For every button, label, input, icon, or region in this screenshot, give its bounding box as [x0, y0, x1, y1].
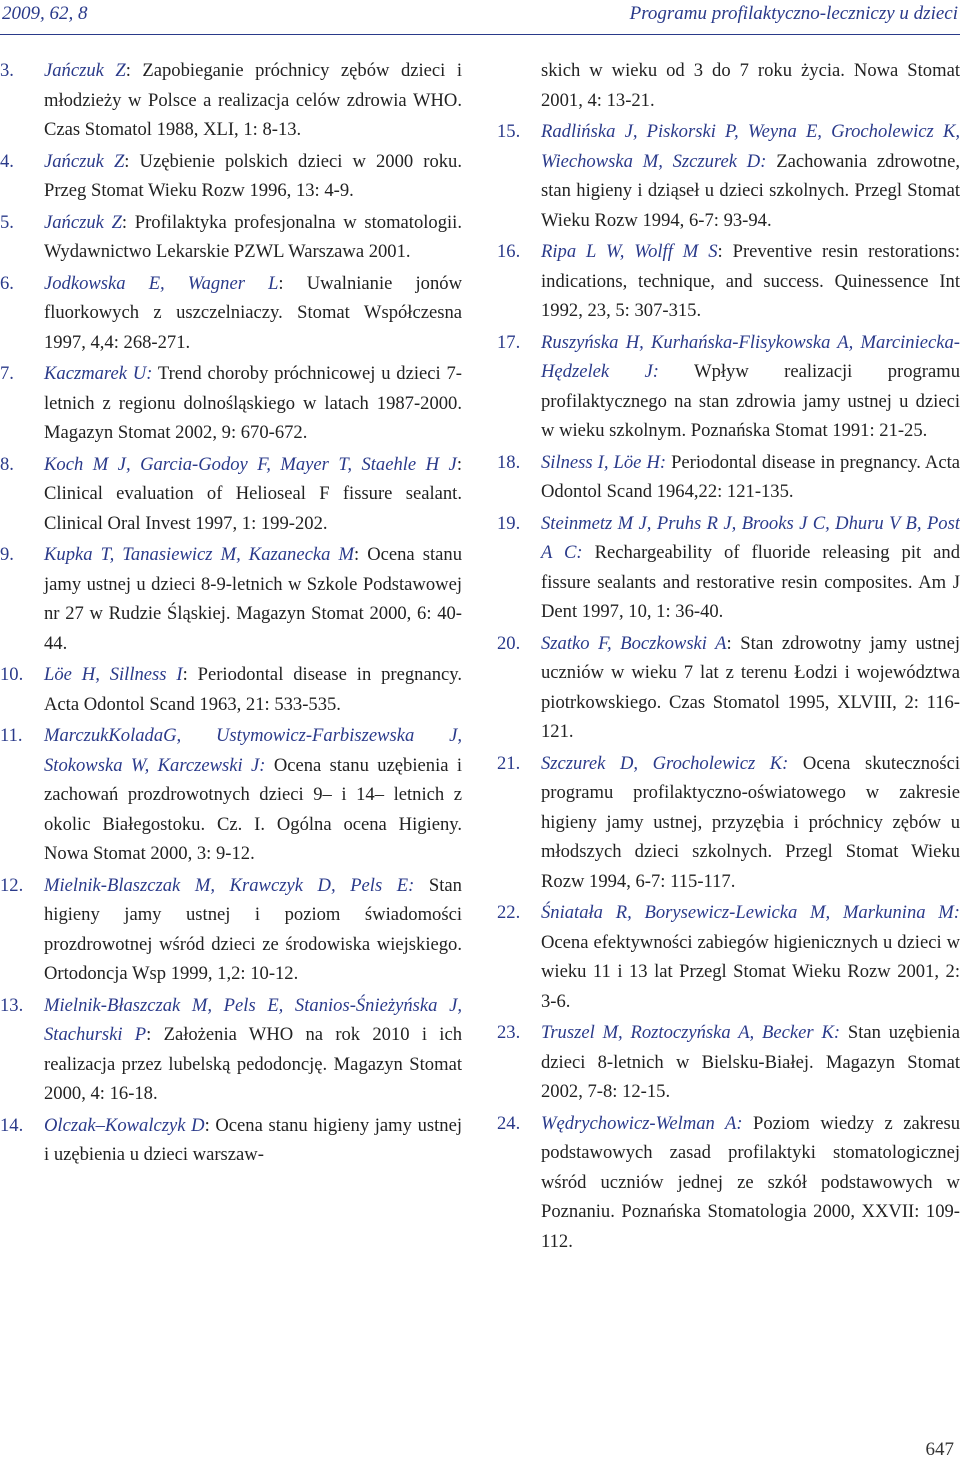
reference-continuation	[497, 56, 960, 115]
reference-authors: Ripa L W, Wolff M S	[541, 241, 718, 262]
reference-number: 13.	[0, 994, 24, 1016]
reference-number: 23.	[497, 1022, 521, 1043]
reference-item	[0, 660, 462, 719]
reference-authors: Truszel M, Roztoczyńska A, Becker K:	[541, 1022, 841, 1043]
reference-authors: Szatko F, Boczkowski A	[541, 632, 727, 654]
reference-authors: Olczak–Kowalczyk D	[44, 1114, 205, 1136]
reference-authors: Kaczmarek U:	[44, 363, 153, 384]
reference-authors: Jańczuk Z	[44, 60, 126, 81]
reference-authors: Jańczuk Z	[44, 150, 125, 172]
reference-item	[497, 237, 960, 326]
reference-item	[497, 1109, 960, 1257]
reference-number: 22.	[497, 902, 521, 923]
reference-text: Ocena stanu uzębienia i zachowań prozdrowotnych dzieci 9– i 14– letnich z okolic Białegostoku. Cz. I. Ogólna ocena Higieny. Nowa Stomat 2000, 3: 9-12.	[44, 754, 462, 864]
reference-number: 6.	[0, 272, 14, 294]
reference-authors: Mielnik-Blaszczak M, Krawczyk D, Pels E:	[44, 874, 415, 896]
reference-text: : Profilaktyka profesjonalna w stomatologii. Wydawnictwo Lekarskie PZWL Warszawa 2001.	[44, 211, 462, 262]
page-number: 647	[925, 1439, 954, 1460]
reference-authors: Wędrychowicz-Welman A:	[541, 1112, 743, 1134]
reference-text: : Uwalnianie jonów fluorkowych z uszczelniaczy. Stomat Współczesna 1997, 4,4: 268-271.	[44, 272, 462, 353]
reference-number: 8.	[0, 453, 14, 475]
reference-item	[497, 328, 960, 446]
reference-number: 18.	[497, 451, 521, 473]
reference-item	[497, 629, 960, 747]
reference-item	[497, 749, 960, 897]
reference-item	[497, 117, 960, 235]
reference-number: 3.	[0, 60, 14, 81]
reference-item	[0, 721, 462, 869]
reference-number: 24.	[497, 1112, 521, 1134]
reference-text: : Periodontal disease in pregnancy. Acta Odontol Scand 1963, 21: 533-535.	[44, 664, 463, 715]
references-right-column	[497, 56, 960, 1256]
reference-text: : Ocena stanu higieny jamy ustnej i uzębienia u dzieci warszaw-	[44, 1114, 462, 1165]
reference-authors: Koch M J, Garcia-Godoy F, Mayer T, Staehle H J	[44, 453, 457, 475]
reference-authors: Szczurek D, Grocholewicz K:	[541, 752, 789, 774]
reference-text: : Zapobieganie próchnicy zębów dzieci i młodzieży w Polsce a realizacja celów zdrowia WHO. Czas Stomatol 1988, XLI, 1: 8-13.	[44, 60, 463, 140]
reference-text: Ocena efektywności zabiegów higienicznych u dzieci w wieku 11 i 13 lat Przegl Stomat Wieku Rozw 2001, 2: 3-6.	[541, 931, 960, 1012]
reference-item	[497, 898, 960, 1016]
reference-number: 12.	[0, 874, 24, 896]
reference-item	[0, 147, 462, 206]
reference-item	[0, 1111, 462, 1170]
reference-text: skich w wieku od 3 do 7 roku życia. Nowa Stomat 2001, 4: 13-21.	[541, 60, 960, 111]
reference-authors: Jodkowska E, Wagner L	[44, 272, 279, 294]
reference-text: : Ocena stanu jamy ustnej u dzieci 8-9-letnich w Szkole Podstawowej nr 27 w Rudzie Śląskiej. Magazyn Stomat 2000, 6: 40-44.	[44, 544, 462, 654]
reference-text: Stan higieny jamy ustnej i poziom świadomości prozdrowotnej wśród dzieci ze środowiska wiejskiego. Ortodoncja Wsp 1999, 1,2: 10-12.	[44, 874, 462, 984]
reference-number: 19.	[497, 512, 521, 534]
reference-item	[0, 56, 462, 145]
running-header	[0, 0, 960, 35]
reference-text: Trend choroby próchnicowej u dzieci 7-letnich z regionu dolnośląskiego w latach 1987-2000. Magazyn Stomat 2002, 9: 670-672.	[44, 363, 463, 443]
reference-item	[0, 540, 462, 658]
reference-authors: Löe H, Sillness I	[44, 664, 183, 685]
reference-text: Stan uzębienia dzieci 8-letnich w Bielsku-Białej. Magazyn Stomat 2002, 7-8: 12-15.	[541, 1022, 960, 1102]
reference-authors: Silness I, Löe H:	[541, 451, 667, 473]
reference-authors: Steinmetz M J, Pruhs R J, Brooks J C, Dhuru V B, Post A C:	[541, 512, 960, 563]
reference-authors: Jańczuk Z	[44, 211, 122, 233]
reference-number: 4.	[0, 150, 14, 172]
reference-text: Periodontal disease in pregnancy. Acta Odontol Scand 1964,22: 121-135.	[541, 451, 960, 502]
reference-number: 14.	[0, 1114, 24, 1136]
reference-authors: Mielnik-Błaszczak M, Pels E, Stanios-Śnieżyńska J, Stachurski P	[44, 994, 462, 1045]
reference-text: Rechargeability of fluoride releasing pit and fissure sealants and restorative resin composites. Am J Dent 1997, 10, 1: 36-40.	[541, 542, 960, 622]
reference-text: Zachowania zdrowotne, stan higieny i dziąseł u dzieci szkolnych. Przegl Stomat Wieku Rozw 1994, 6-7: 93-94.	[541, 150, 960, 231]
reference-text: : Założenia WHO na rok 2010 i ich realizacja przez lubelską pedodoncję. Magazyn Stomat 2000, 4: 16-18.	[44, 1024, 462, 1104]
reference-authors: Radlińska J, Piskorski P, Weyna E, Grocholewicz K, Wiechowska M, Szczurek D:	[541, 121, 960, 172]
reference-item	[0, 269, 462, 358]
reference-item	[0, 871, 462, 989]
reference-text: Wpływ realizacji programu profilaktycznego na stan zdrowia jamy ustnej u dzieci w wieku szkolnym. Poznańska Stomat 1991: 21-25.	[541, 361, 960, 441]
reference-item	[497, 448, 960, 507]
reference-text: Poziom wiedzy z zakresu podstawowych zasad profilaktyki stomatologicznej wśród uczniów jednej ze szkół podstawowych w Poznaniu. Poznańska Stomatologia 2000, XXVII: 109-112.	[541, 1112, 960, 1252]
reference-number: 16.	[497, 241, 521, 262]
reference-text: : Stan zdrowotny jamy ustnej uczniów w wieku 7 lat z terenu Łodzi i województwa piotrkowskiego. Czas Stomatol 1995, XLVIII, 2: 116-121.	[541, 632, 960, 742]
reference-number: 21.	[497, 752, 521, 774]
reference-text: : Uzębienie polskich dzieci w 2000 roku. Przeg Stomat Wieku Rozw 1996, 13: 4-9.	[44, 150, 462, 201]
reference-authors: Ruszyńska H, Kurhańska-Flisykowska A, Marciniecka-Hędzelek J:	[541, 331, 960, 382]
reference-text: : Preventive resin restorations: indications, technique, and success. Quinessence Int 1992, 23, 5: 307-315.	[541, 241, 960, 321]
reference-number: 10.	[0, 664, 24, 685]
reference-number: 9.	[0, 544, 14, 565]
reference-number: 11.	[0, 725, 23, 746]
reference-item	[497, 1018, 960, 1107]
reference-text: Ocena skuteczności programu profilaktyczno-oświatowego w zakresie higieny jamy ustnej, przyzębia i próchnicy zębów u młodszych dzieci szkolnych. Przegl Stomat Wieku Rozw 1994, 6-7: 115-117.	[541, 752, 960, 892]
reference-item	[0, 359, 462, 448]
reference-number: 15.	[497, 121, 521, 142]
references-left-column	[0, 56, 462, 1170]
reference-authors: Kupka T, Tanasiewicz M, Kazanecka M	[44, 544, 354, 565]
reference-text: : Clinical evaluation of Helioseal F fissure sealant. Clinical Oral Invest 1997, 1: 199-202.	[44, 453, 462, 534]
reference-item	[0, 450, 462, 539]
reference-number: 5.	[0, 211, 14, 233]
running-title: Programu profilaktyczno-leczniczy u dzieci	[629, 3, 958, 24]
reference-item	[0, 208, 462, 267]
reference-number: 7.	[0, 363, 14, 384]
journal-issue: 2009, 62, 8	[2, 3, 88, 24]
reference-number: 17.	[497, 331, 521, 353]
reference-authors: MarczukKoladaG, Ustymowicz-Farbiszewska J, Stokowska W, Karczewski J:	[44, 725, 462, 776]
reference-authors: Śniatała R, Borysewicz-Lewicka M, Markunina M:	[541, 902, 960, 923]
reference-number: 20.	[497, 632, 521, 654]
reference-item	[0, 991, 462, 1109]
reference-item	[497, 509, 960, 627]
